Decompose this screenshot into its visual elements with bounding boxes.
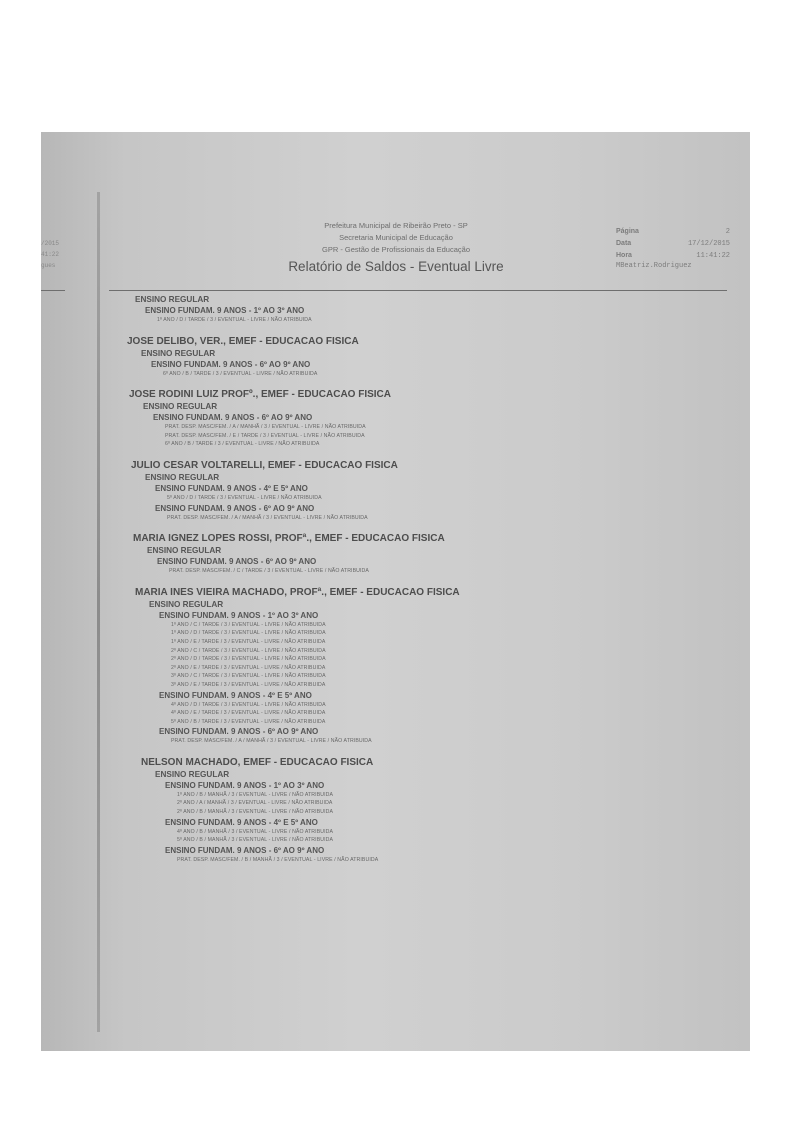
course-group: ENSINO FUNDAM. 9 ANOS - 6º AO 9º ANO xyxy=(159,727,319,737)
vacancy-item: 6º ANO / B / TARDE / 3 / EVENTUAL - LIVRE / NÃO ATRIBUIDA xyxy=(163,370,318,377)
vacancy-item: 2º ANO / A / MANHÃ / 3 / EVENTUAL - LIVRE / NÃO ATRIBUIDA xyxy=(177,800,333,807)
vacancy-item: 2º ANO / B / MANHÃ / 3 / EVENTUAL - LIVRE / NÃO ATRIBUIDA xyxy=(177,809,334,816)
school-name: NELSON MACHADO, EMEF - EDUCACAO FISICA xyxy=(141,756,374,768)
course-group: ENSINO FUNDAM. 9 ANOS - 6º AO 9º ANO xyxy=(155,503,315,513)
vacancy-item: 6º ANO / B / TARDE / 3 / EVENTUAL - LIVRE / NÃO ATRIBUIDA xyxy=(165,441,320,448)
school-section xyxy=(141,756,771,865)
meta-page-value: 2 xyxy=(725,228,730,236)
vacancy-item: 4º ANO / D / TARDE / 3 / EVENTUAL - LIVRE / NÃO ATRIBUIDA xyxy=(171,701,326,708)
school-name: JOSE DELIBO, VER., EMEF - EDUCACAO FISICA xyxy=(127,335,359,347)
header-line-prefeitura: Prefeitura Municipal de Ribeirão Preto - SP xyxy=(324,221,468,230)
vacancy-item: 2º ANO / D / TARDE / 3 / EVENTUAL - LIVRE / NÃO ATRIBUIDA xyxy=(171,656,326,663)
school-section xyxy=(131,459,771,522)
meta-date-value: 17/12/2015 xyxy=(687,240,730,248)
vacancy-item: 3º ANO / C / TARDE / 3 / EVENTUAL - LIVRE / NÃO ATRIBUIDA xyxy=(171,673,326,680)
teaching-level: ENSINO REGULAR xyxy=(135,295,210,304)
course-group: ENSINO FUNDAM. 9 ANOS - 6º AO 9º ANO xyxy=(157,557,317,567)
report-title: Relatório de Saldos - Eventual Livre xyxy=(288,259,504,274)
course-group: ENSINO FUNDAM. 9 ANOS - 1º AO 3º ANO xyxy=(159,610,319,620)
course-group: ENSINO FUNDAM. 9 ANOS - 6º AO 9º ANO xyxy=(151,359,311,369)
school-name: JULIO CESAR VOLTARELLI, EMEF - EDUCACAO FISICA xyxy=(131,459,398,471)
meta-user: MBeatriz.Rodriguez xyxy=(616,262,692,270)
meta-page xyxy=(616,226,730,238)
vacancy-item: 2º ANO / C / TARDE / 3 / EVENTUAL - LIVRE / NÃO ATRIBUIDA xyxy=(171,647,326,654)
school-name: MARIA INES VIEIRA MACHADO, PROFª., EMEF - EDUCACAO FISICA xyxy=(135,586,460,598)
school-section xyxy=(135,586,771,746)
course-group: ENSINO FUNDAM. 9 ANOS - 4º E 5º ANO xyxy=(159,690,312,700)
teaching-level: ENSINO REGULAR xyxy=(155,769,230,779)
vacancy-item: 4º ANO / E / TARDE / 3 / EVENTUAL - LIVRE / NÃO ATRIBUIDA xyxy=(171,710,326,717)
vacancy-item: 5º ANO / B / MANHÃ / 3 / EVENTUAL - LIVRE / NÃO ATRIBUIDA xyxy=(177,837,334,844)
school-section xyxy=(127,335,771,379)
meta-date-label: Data xyxy=(616,240,632,247)
teaching-level: ENSINO REGULAR xyxy=(149,599,224,609)
teaching-level: ENSINO REGULAR xyxy=(141,348,216,358)
vacancy-item: PRAT. DESP. MASC/FEM. / A / MANHÃ / 3 / EVENTUAL - LIVRE / NÃO ATRIBUIDA xyxy=(167,514,368,521)
course-group: ENSINO FUNDAM. 9 ANOS - 4º E 5º ANO xyxy=(165,817,318,827)
vacancy-item: 4º ANO / B / MANHÃ / 3 / EVENTUAL - LIVRE / NÃO ATRIBUIDA xyxy=(177,828,334,835)
vacancy-item: 3º ANO / E / TARDE / 3 / EVENTUAL - LIVRE / NÃO ATRIBUIDA xyxy=(171,681,326,688)
report-header xyxy=(271,220,521,274)
teaching-level: ENSINO REGULAR xyxy=(145,472,220,482)
vacancy-item: 1º ANO / C / TARDE / 3 / EVENTUAL - LIVRE / NÃO ATRIBUIDA xyxy=(171,621,326,628)
school-name: JOSE RODINI LUIZ PROFº., EMEF - EDUCACAO FISICA xyxy=(129,389,391,401)
vacancy-item: 5º ANO / B / TARDE / 3 / EVENTUAL - LIVRE / NÃO ATRIBUIDA xyxy=(171,718,326,725)
report-body xyxy=(121,294,771,864)
meta-time-value: 11:41:22 xyxy=(696,252,730,260)
meta-date xyxy=(616,238,730,250)
page-fold-shadow xyxy=(97,192,100,1032)
school-name: MARIA IGNEZ LOPES ROSSI, PROFª., EMEF - EDUCACAO FISICA xyxy=(133,533,445,545)
course-group: ENSINO FUNDAM. 9 ANOS - 6º AO 9º ANO xyxy=(165,845,325,855)
school-section xyxy=(121,294,771,325)
course-group: ENSINO FUNDAM. 9 ANOS - 1º AO 3º ANO xyxy=(145,306,305,315)
left-stub-line: gues xyxy=(41,262,56,269)
left-stub-line: /2015 xyxy=(41,240,60,247)
stub-rule xyxy=(41,290,65,291)
vacancy-item: PRAT. DESP. MASC/FEM. / E / TARDE / 3 / EVENTUAL - LIVRE / NÃO ATRIBUIDA xyxy=(165,432,365,439)
vacancy-item: 5º ANO / D / TARDE / 3 / EVENTUAL - LIVRE / NÃO ATRIBUIDA xyxy=(167,494,322,501)
left-edge-stub xyxy=(41,238,63,271)
meta-time-label: Hora xyxy=(616,252,632,259)
vacancy-item: PRAT. DESP. MASC/FEM. / C / TARDE / 3 / EVENTUAL - LIVRE / NÃO ATRIBUIDA xyxy=(169,568,369,575)
vacancy-item: PRAT. DESP. MASC/FEM. / A / MANHÃ / 3 / EVENTUAL - LIVRE / NÃO ATRIBUIDA xyxy=(171,738,372,745)
teaching-level: ENSINO REGULAR xyxy=(147,546,222,556)
meta-page-label: Página xyxy=(616,228,639,235)
meta-time xyxy=(616,250,730,262)
teaching-level: ENSINO REGULAR xyxy=(143,402,218,412)
scanned-report-page xyxy=(41,132,750,1051)
vacancy-item: 1º ANO / B / MANHÃ / 3 / EVENTUAL - LIVRE / NÃO ATRIBUIDA xyxy=(177,791,334,798)
course-group: ENSINO FUNDAM. 9 ANOS - 4º E 5º ANO xyxy=(155,483,308,493)
course-group: ENSINO FUNDAM. 9 ANOS - 1º AO 3º ANO xyxy=(165,780,325,790)
header-rule xyxy=(109,290,727,291)
report-meta xyxy=(616,226,730,270)
vacancy-item: 1º ANO / D / TARDE / 3 / EVENTUAL - LIVRE / NÃO ATRIBUIDA xyxy=(157,317,312,323)
vacancy-item: PRAT. DESP. MASC/FEM. / A / MANHÃ / 3 / EVENTUAL - LIVRE / NÃO ATRIBUIDA xyxy=(165,424,366,431)
header-line-gpr: GPR - Gestão de Profissionais da Educação xyxy=(322,245,470,254)
left-stub-line: 41:22 xyxy=(41,251,60,258)
vacancy-item: 1º ANO / E / TARDE / 3 / EVENTUAL - LIVRE / NÃO ATRIBUIDA xyxy=(171,638,326,645)
vacancy-item: 1º ANO / D / TARDE / 3 / EVENTUAL - LIVRE / NÃO ATRIBUIDA xyxy=(171,630,326,637)
vacancy-item: 2º ANO / E / TARDE / 3 / EVENTUAL - LIVRE / NÃO ATRIBUIDA xyxy=(171,664,326,671)
school-section xyxy=(129,388,771,449)
school-section xyxy=(133,532,771,576)
course-group: ENSINO FUNDAM. 9 ANOS - 6º AO 9º ANO xyxy=(153,413,313,423)
header-line-secretaria: Secretaria Municipal de Educação xyxy=(339,233,453,242)
vacancy-item: PRAT. DESP. MASC/FEM. / B / MANHÃ / 3 / EVENTUAL - LIVRE / NÃO ATRIBUIDA xyxy=(177,856,379,863)
